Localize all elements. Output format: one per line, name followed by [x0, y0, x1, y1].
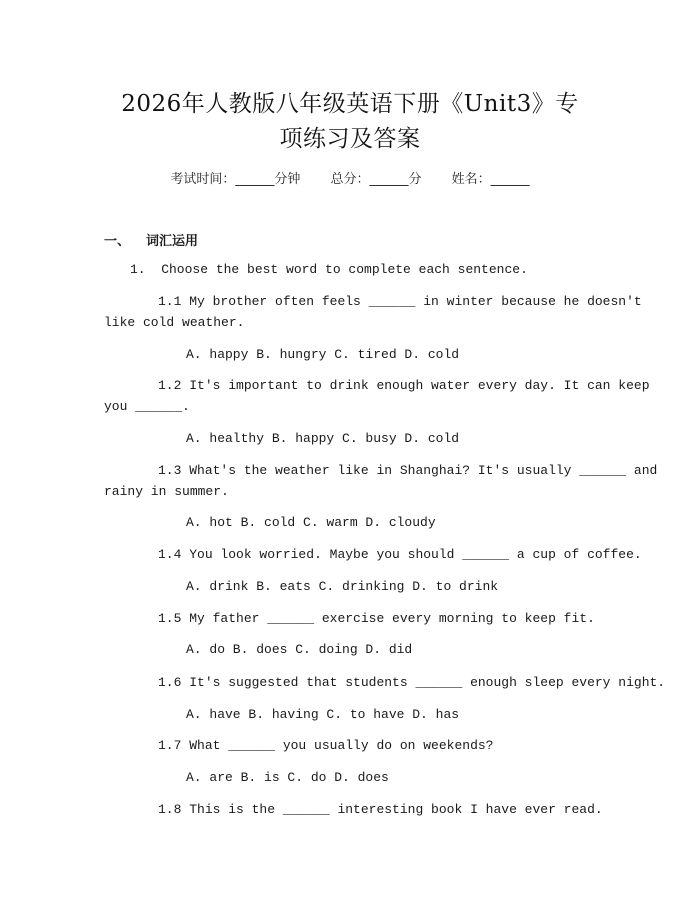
question-number: 1.5 [158, 611, 182, 626]
question-number: 1.4 [158, 547, 182, 562]
question-number: 1.1 [158, 294, 182, 309]
question-1-8 [158, 802, 603, 817]
question-text: You look worried. Maybe you should ______ a cup of coffee. [189, 547, 642, 562]
question-number: 1.8 [158, 802, 182, 817]
question-text: It's suggested that students ______ enough sleep every night. [189, 675, 666, 690]
question-1-5 [158, 611, 595, 626]
question-options: A. hot B. cold C. warm D. cloudy [186, 515, 436, 530]
page-title-line-1: 2026年人教版八年级英语下册《Unit3》专 [121, 91, 579, 117]
question-options: A. have B. having C. to have D. has [186, 707, 460, 722]
instruction: 1. Choose the best word to complete each sentence. [130, 262, 528, 277]
page-title-line-2: 项练习及答案 [279, 126, 421, 152]
question-number: 1.2 [158, 378, 182, 393]
question-text: What ______ you usually do on weekends? [189, 738, 494, 753]
question-options: A. drink B. eats C. drinking D. to drink [186, 579, 499, 594]
question-options: A. happy B. hungry C. tired D. cold [186, 347, 460, 362]
question-text: What's the weather like in Shanghai? It's usually ______ and [189, 463, 658, 478]
question-text: It's important to drink enough water every day. It can keep [189, 378, 650, 393]
question-number: 1.3 [158, 463, 182, 478]
question-continuation: rainy in summer. [104, 484, 229, 499]
name-field: 姓名：______ [451, 172, 530, 187]
question-options: A. do B. does C. doing D. did [186, 642, 413, 657]
question-1-1 [158, 294, 642, 309]
question-number: 1.6 [158, 675, 182, 690]
section-number: 一、 [104, 234, 131, 249]
question-1-3 [158, 463, 657, 478]
question-options: A. are B. is C. do D. does [186, 770, 389, 785]
question-1-7 [158, 738, 493, 753]
exam-info [0, 168, 700, 187]
exam-time-field: 考试时间：______分钟 [170, 172, 301, 187]
total-score-field: 总分：______分 [330, 172, 422, 187]
question-text: This is the ______ interesting book I have ever read. [189, 802, 603, 817]
section-heading [104, 230, 198, 249]
question-options: A. healthy B. happy C. busy D. cold [186, 431, 460, 446]
question-text: My father ______ exercise every morning to keep fit. [189, 611, 595, 626]
question-1-6 [158, 675, 665, 690]
question-1-2 [158, 378, 650, 393]
question-text: My brother often feels ______ in winter because he doesn't [189, 294, 642, 309]
question-1-4 [158, 547, 642, 562]
section-title: 词汇运用 [146, 234, 199, 249]
question-number: 1.7 [158, 738, 182, 753]
question-continuation: like cold weather. [104, 315, 245, 330]
question-continuation: you ______. [104, 399, 190, 414]
